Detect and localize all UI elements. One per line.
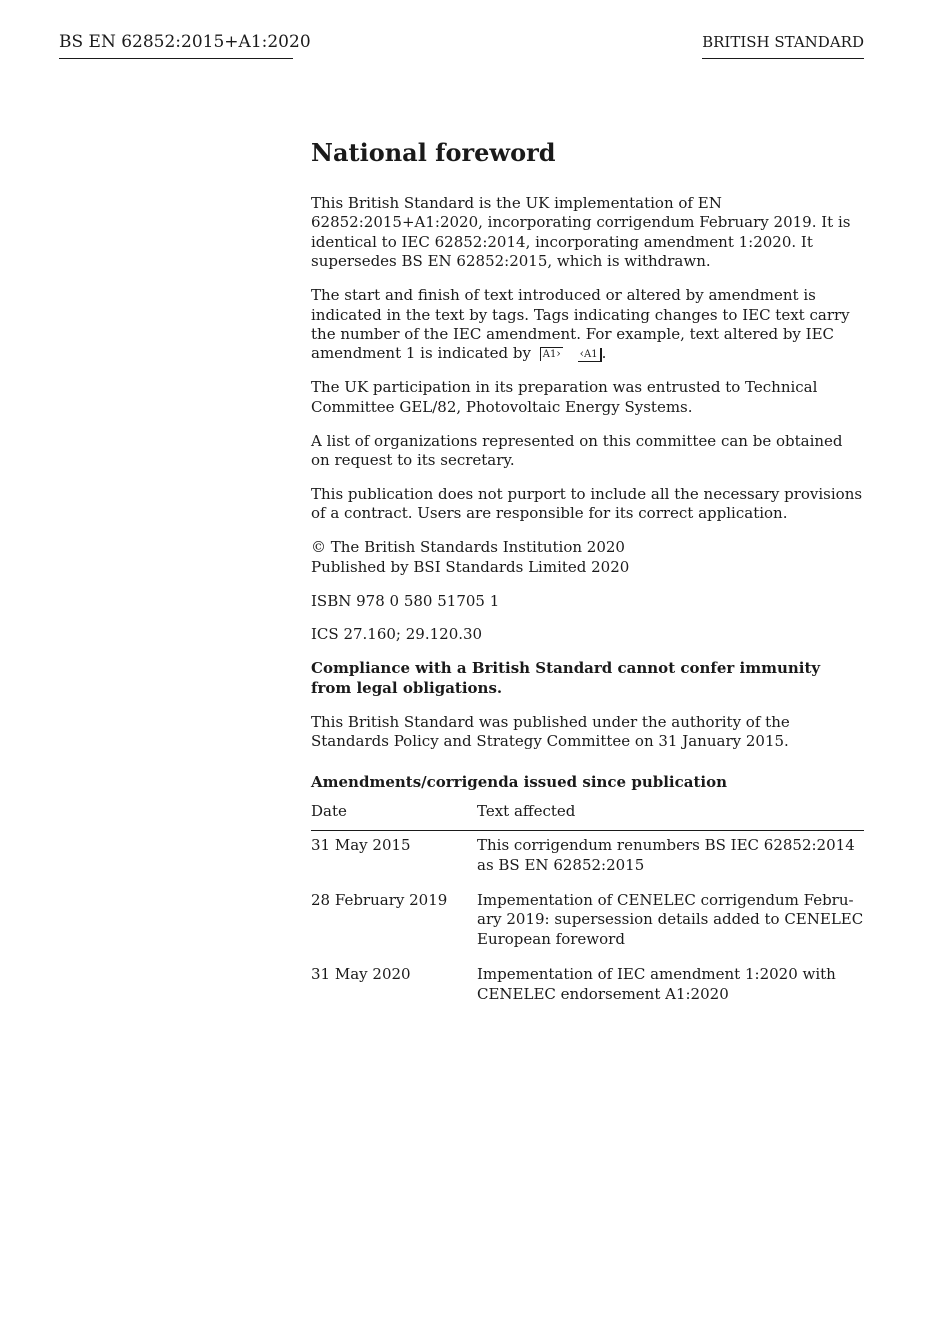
authority-paragraph: This British Standard was published under the authority of the Standards Policy and Strategy Committee on 31 January 2015. bbox=[311, 712, 790, 751]
amendment-end-tag-icon: ‹A1 bbox=[578, 348, 602, 362]
table-row bbox=[311, 831, 864, 891]
page-title: National foreword bbox=[311, 138, 556, 167]
table-row bbox=[311, 965, 864, 1020]
amendment-date: 28 February 2019 bbox=[311, 891, 448, 910]
column-header-date: Date bbox=[311, 802, 477, 831]
committee-paragraph: The UK participation in its preparation was entrusted to Technical Committee GEL/82, Photovoltaic Energy Systems. bbox=[311, 378, 818, 416]
amendment-text: Impementation of IEC amendment 1:2020 with CENELEC endorsement A1:2020 bbox=[477, 965, 836, 1003]
amendment-text: Impementation of CENELEC corrigendum Febru-ary 2019: supersession details added to CENELEC European foreword bbox=[477, 891, 864, 948]
amendment-start-tag-icon: A1› bbox=[540, 347, 563, 361]
document-type: BRITISH STANDARD bbox=[702, 31, 864, 59]
amendment-date: 31 May 2020 bbox=[311, 965, 411, 984]
implementation-paragraph: This British Standard is the UK implementation of EN 62852:2015+A1:2020, incorporating corrigendum February 2019. It is identical to IEC 62852:2014, incorporating amendment 1:2020. It supersedes BS EN 62852:2015, which is withdrawn. bbox=[311, 194, 851, 271]
compliance-statement: Compliance with a British Standard cannot confer immunity from legal obligations. bbox=[311, 659, 821, 697]
amendment-tags-text: The start and finish of text introduced or altered by amendment is indicated in the text by tags. Tags indicating changes to IEC text carry the number of the IEC amendment. For example, text altered by IEC amendment 1 is indicated by bbox=[311, 286, 850, 363]
table-row bbox=[311, 891, 864, 965]
amendment-date: 31 May 2015 bbox=[311, 836, 411, 855]
provisions-paragraph: This publication does not purport to include all the necessary provisions of a contract. Users are responsible for its correct application. bbox=[311, 484, 863, 523]
document-number: BS EN 62852:2015+A1:2020 bbox=[59, 31, 293, 59]
column-header-text-affected: Text affected bbox=[477, 802, 864, 831]
table-header-row bbox=[311, 802, 864, 831]
isbn-line: ISBN 978 0 580 51705 1 bbox=[311, 591, 500, 610]
publisher-line: Published by BSI Standards Limited 2020 bbox=[311, 557, 630, 576]
amendments-table bbox=[311, 802, 864, 1020]
foreword-content bbox=[311, 138, 864, 1020]
ics-line: ICS 27.160; 29.120.30 bbox=[311, 625, 483, 644]
organizations-paragraph: A list of organizations represented on this committee can be obtained on request to its secretary. bbox=[311, 431, 843, 469]
copyright-line: © The British Standards Institution 2020 bbox=[311, 538, 625, 557]
amendment-tags-period: . bbox=[601, 344, 607, 363]
amendment-text: This corrigendum renumbers BS IEC 62852:2014 as BS EN 62852:2015 bbox=[477, 836, 855, 874]
copyright-block bbox=[311, 538, 864, 577]
amendment-tags-paragraph bbox=[311, 286, 864, 364]
amendments-heading: Amendments/corrigenda issued since publication bbox=[311, 773, 727, 792]
